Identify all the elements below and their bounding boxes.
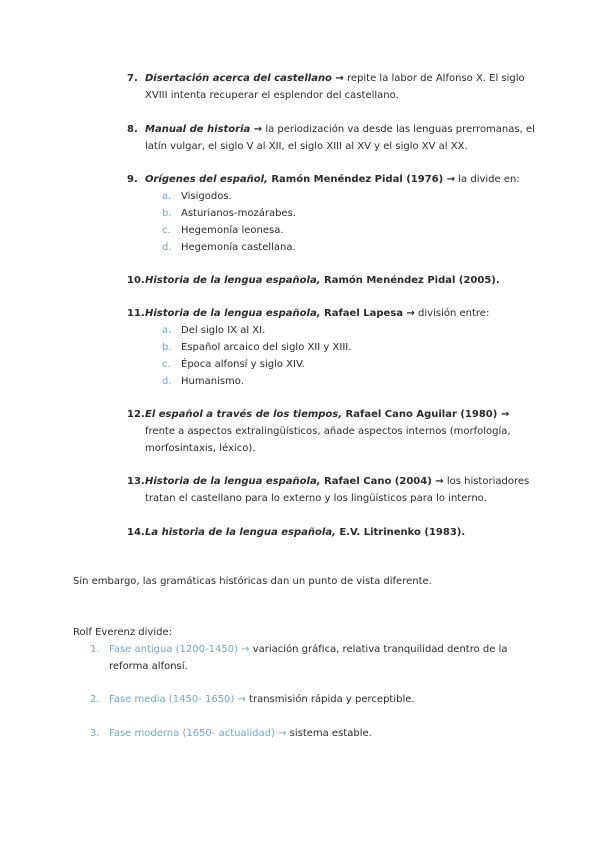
sub-list-item	[162, 222, 284, 239]
sub-letter: c.	[162, 359, 171, 370]
item-number: 14.	[127, 527, 145, 538]
list-item	[127, 171, 537, 188]
list-item	[127, 406, 537, 457]
phase-label: Fase media (1450- 1650) →	[109, 694, 246, 705]
sub-letter: a.	[162, 191, 172, 202]
phase-number: 1.	[90, 644, 100, 655]
work-title: La historia de la lengua española,	[145, 527, 336, 538]
list-item	[127, 524, 537, 541]
work-author: Rafael Cano (2004)	[320, 476, 432, 487]
item-number: 11.	[127, 308, 145, 319]
phase-text: sistema estable.	[286, 728, 372, 739]
sub-list-item	[162, 205, 296, 222]
sub-letter: c.	[162, 225, 171, 236]
sub-list-item	[162, 188, 232, 205]
sub-list-item	[162, 322, 265, 339]
work-author: Rafael Cano Aguilar (1980)	[342, 409, 498, 420]
sub-text: Español arcaico del siglo XII y XIII.	[181, 342, 352, 353]
list-item	[127, 305, 537, 322]
list-item	[127, 272, 537, 289]
arrow-icon: →	[250, 124, 263, 135]
work-title: Historia de la lengua española,	[145, 308, 321, 319]
work-author: Rafael Lapesa	[320, 308, 403, 319]
sub-text: Hegemonía castellana.	[181, 242, 296, 253]
sub-letter: b.	[162, 208, 172, 219]
arrow-icon: →	[497, 409, 510, 420]
item-text: división entre:	[414, 308, 490, 319]
arrow-icon: →	[431, 476, 444, 487]
work-author: Ramón Menéndez Pidal (2005).	[320, 275, 500, 286]
item-number: 12.	[127, 409, 145, 420]
phase-number: 3.	[90, 728, 100, 739]
work-title: Manual de historia	[145, 124, 251, 135]
sub-letter: d.	[162, 242, 172, 253]
work-title: Historia de la lengua española,	[145, 476, 321, 487]
work-title: El español a través de los tiempos,	[145, 409, 343, 420]
sub-text: Humanismo.	[181, 376, 244, 387]
phase-item	[90, 725, 530, 742]
list-item	[127, 70, 537, 104]
paragraph: Rolf Everenz divide:	[73, 627, 172, 638]
paragraph: Sin embargo, las gramáticas históricas dan un punto de vista diferente.	[73, 576, 432, 587]
item-text: frente a aspectos extralingüísticos, añade aspectos internos (morfología, morfosintaxis, léxico).	[145, 426, 511, 454]
arrow-icon: →	[443, 174, 456, 185]
item-text: los historiadores tratan el castellano para lo externo y los lingüísticos para lo interno.	[145, 476, 530, 504]
item-number: 10.	[127, 275, 145, 286]
phase-number: 2.	[90, 694, 100, 705]
sub-text: Hegemonía leonesa.	[181, 225, 284, 236]
sub-letter: d.	[162, 376, 172, 387]
item-text: repite la labor de Alfonso X. El siglo XVIII intenta recuperar el esplendor del castellano.	[145, 73, 525, 101]
sub-list-item	[162, 339, 351, 356]
sub-text: Asturianos-mozárabes.	[181, 208, 296, 219]
sub-text: Época alfonsí y siglo XIV.	[181, 359, 305, 370]
sub-letter: b.	[162, 342, 172, 353]
sub-text: Del siglo IX al XI.	[181, 325, 266, 336]
sub-letter: a.	[162, 325, 172, 336]
sub-text: Visigodos.	[181, 191, 232, 202]
work-author: E.V. Litrinenko (1983).	[335, 527, 466, 538]
work-title: Orígenes del español,	[145, 174, 268, 185]
sub-list-item	[162, 356, 305, 373]
phase-item	[90, 641, 530, 675]
arrow-icon: →	[403, 308, 415, 319]
phase-text: variación gráfica, relativa tranquilidad dentro de la reforma alfonsí.	[109, 644, 508, 672]
work-title: Disertación acerca del castellano	[145, 73, 332, 84]
work-author: Ramón Menéndez Pidal (1976)	[267, 174, 444, 185]
item-text: la periodización va desde las lenguas prerromanas, el latín vulgar, el siglo V al XII, el siglo XIII al XV y el siglo XV al XX.	[145, 124, 535, 152]
list-item	[127, 473, 537, 507]
item-number: 13.	[127, 476, 145, 487]
sub-list-item	[162, 373, 244, 390]
work-title: Historia de la lengua española,	[145, 275, 321, 286]
item-number: 7.	[127, 73, 138, 84]
item-number: 9.	[127, 174, 138, 185]
list-item	[127, 121, 537, 155]
phase-item	[90, 691, 530, 708]
item-number: 8.	[127, 124, 138, 135]
item-text: la divide en:	[455, 174, 520, 185]
sub-list-item	[162, 239, 296, 256]
arrow-icon: →	[331, 73, 344, 84]
phase-text: transmisión rápida y perceptible.	[245, 694, 415, 705]
phase-label: Fase antigua (1200-1450) →	[109, 644, 250, 655]
phase-label: Fase moderna (1650- actualidad) →	[109, 728, 287, 739]
